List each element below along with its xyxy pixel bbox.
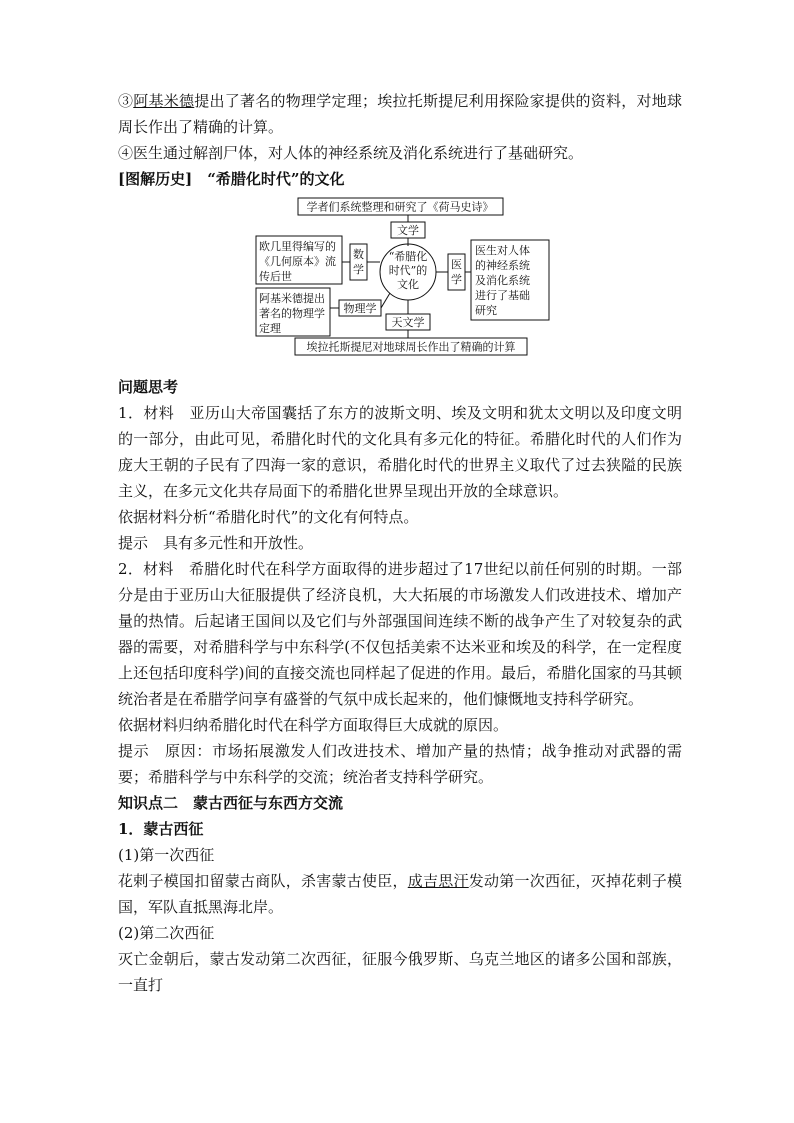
diagram-heading-tag: [图解历史] [118, 170, 193, 188]
physics-note-line-3: 定理 [259, 322, 281, 335]
mongol-west-heading: 1．蒙古西征 [118, 820, 204, 838]
medicine-note-line-3: 及消化系统 [475, 274, 530, 287]
math-note-line-2: 《几何原本》流 [259, 255, 336, 268]
medicine-note-line-1: 医生对人体 [475, 244, 530, 257]
item-4-paragraph: ④医生通过解剖尸体，对人体的神经系统及消化系统进行了基础研究。 [118, 144, 584, 162]
top-box-text: 学者们系统整理和研究了《荷马史诗》 [306, 200, 494, 214]
medicine-note-line-2: 的神经系统 [475, 259, 530, 272]
knowledge-heading: 知识点二 蒙古西征与东西方交流 [118, 794, 344, 812]
math-note-line-3: 传后世 [259, 270, 292, 283]
physics-note-line-2: 著名的物理学 [259, 307, 325, 320]
question-1-material: 1．材料 亚历山大帝国囊括了东方的波斯文明、埃及文明和犹太文明以及印度文明的一部分，由此可见，希腊化时代的文化具有多元化的特征。希腊化时代的人们作为庞大王朝的子民有了四海一家的意识，希腊化时代的世界主义取代了过去狭隘的民族主义，在多元文化共存局面下的希腊化世界呈现出开放的全球意识。 [118, 404, 682, 500]
question-2-prompt: 依据材料归纳希腊化时代在科学方面取得巨大成就的原因。 [118, 716, 509, 734]
document-page [118, 88, 682, 998]
question-1-hint: 提示 具有多元性和开放性。 [118, 534, 314, 552]
item-3-paragraph [118, 88, 682, 140]
diagram-heading [118, 166, 682, 192]
diagram-heading-title: “希腊化时代”的文化 [207, 170, 345, 188]
question-2-hint: 提示 原因：市场拓展激发人们改进技术、增加产量的热情；战争推动对武器的需要；希腊科学与中东科学的交流；统治者支持科学研究。 [118, 742, 682, 786]
first-campaign-text-rest: 发动第一次西征，灭掉花剌子模国，军队直抵黑海北岸。 [118, 872, 682, 916]
second-campaign-text: 灭亡金朝后，蒙古发动第二次西征，征服今俄罗斯、乌克兰地区的诸多公国和部族，一直打 [118, 950, 682, 994]
bottom-box-text: 埃拉托斯提尼对地球周长作出了精确的计算 [306, 340, 516, 354]
item-3-number: ③ [118, 92, 134, 110]
center-line-2: 时代”的 [388, 264, 428, 277]
question-2-material: 2．材料 希腊化时代在科学方面取得的进步超过了17世纪以前任何别的时期。一部分是由于亚历山大征服提供了经济良机，大大拓展的市场激发人们改进技术、增加产量的热情。后起诸王国间以及它们与外部强国间连续不断的战争产生了对较复杂的武器的需要，对希腊科学与中东科学(不仅包括美索不达米亚和埃及的科学，在一定程度上还包括印度科学)间的直接交流也同样起了促进的作用。最后，希腊化国家的马其顿统治者是在希腊学问享有盛誉的气氛中成长起来的，他们慷慨地支持科学研究。 [118, 560, 682, 708]
astronomy-label: 天文学 [391, 316, 425, 329]
medicine-label-char1: 医 [451, 258, 462, 271]
first-campaign-title: (1)第一次西征 [118, 846, 215, 864]
genghis-khan-underlined: 成吉思汗 [407, 872, 469, 890]
medicine-note-line-5: 研究 [475, 304, 497, 317]
hellenistic-culture-diagram [118, 196, 682, 366]
math-label-char2: 学 [353, 263, 364, 276]
physics-note-line-1: 阿基米德提出 [259, 292, 325, 305]
first-campaign-text [118, 868, 682, 920]
center-line-1: “希腊化 [388, 250, 428, 263]
second-campaign-title: (2)第二次西征 [118, 924, 215, 942]
questions-heading: 问题思考 [118, 378, 179, 396]
diagram-svg [118, 196, 682, 366]
medicine-label-char2: 学 [451, 273, 462, 286]
physics-connector [381, 293, 390, 308]
math-label-char1: 数 [353, 248, 364, 261]
center-line-3: 文化 [397, 278, 419, 291]
question-1-prompt: 依据材料分析“希腊化时代”的文化有何特点。 [118, 508, 419, 526]
first-campaign-text-start: 花剌子模国扣留蒙古商队，杀害蒙古使臣， [118, 872, 408, 890]
item-3-text: 提出了著名的物理学定理；埃拉托斯提尼利用探险家提供的资料，对地球周长作出了精确的计算。 [118, 92, 682, 136]
archimedes-underlined: 阿基米德 [133, 92, 195, 110]
medicine-note-line-4: 进行了基础 [475, 289, 530, 302]
physics-label: 物理学 [343, 302, 377, 315]
math-note-line-1: 欧几里得编写的 [259, 240, 336, 253]
literature-label: 文学 [397, 224, 419, 237]
